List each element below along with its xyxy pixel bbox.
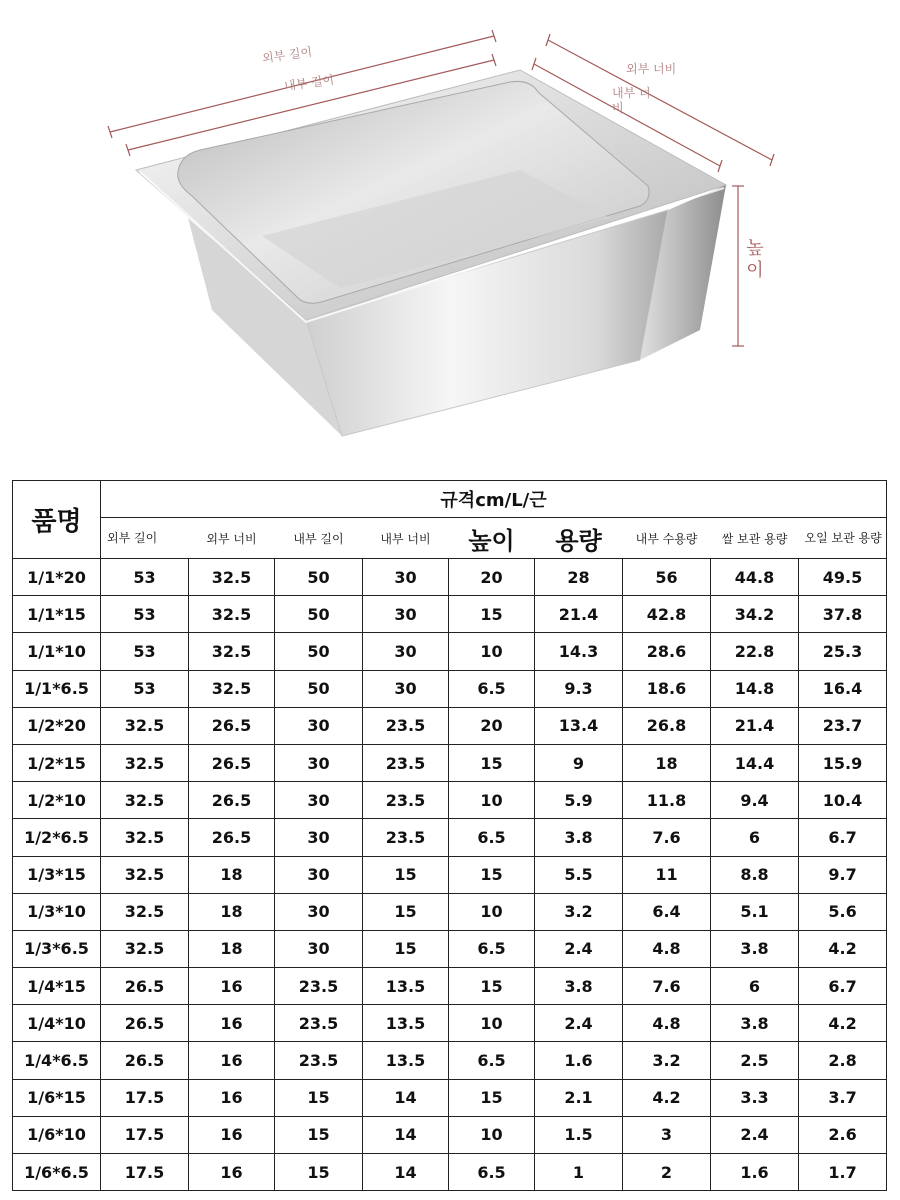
column-header: 내부 길이 — [275, 518, 363, 559]
table-header-row — [13, 481, 887, 518]
product-name-cell: 1/3*6.5 — [13, 930, 101, 967]
spec-value-cell: 32.5 — [101, 707, 189, 744]
inner-length-label: 내부 길이 — [283, 72, 335, 94]
spec-value-cell: 30 — [363, 596, 449, 633]
spec-value-cell: 10 — [449, 1005, 535, 1042]
spec-value-cell: 42.8 — [623, 596, 711, 633]
product-name-cell: 1/2*6.5 — [13, 819, 101, 856]
product-name-cell: 1/1*6.5 — [13, 670, 101, 707]
spec-value-cell: 6.7 — [799, 819, 887, 856]
spec-value-cell: 32.5 — [101, 930, 189, 967]
product-name-cell: 1/2*15 — [13, 744, 101, 781]
spec-value-cell: 3.3 — [711, 1079, 799, 1116]
spec-value-cell: 18 — [623, 744, 711, 781]
spec-value-cell: 3.2 — [623, 1042, 711, 1079]
column-header: 외부 길이 — [101, 518, 189, 559]
spec-value-cell: 30 — [363, 633, 449, 670]
spec-value-cell: 11.8 — [623, 782, 711, 819]
spec-value-cell: 1.7 — [799, 1154, 887, 1191]
spec-value-cell: 10.4 — [799, 782, 887, 819]
spec-value-cell: 5.9 — [535, 782, 623, 819]
spec-value-cell: 17.5 — [101, 1079, 189, 1116]
spec-value-cell: 26.5 — [101, 1005, 189, 1042]
outer-width-label: 외부 너비 — [626, 62, 677, 76]
spec-value-cell: 6.5 — [449, 1042, 535, 1079]
spec-value-cell: 3 — [623, 1116, 711, 1153]
column-header: 오일 보관 용량 — [799, 518, 887, 559]
product-name-header: 품명 — [13, 481, 101, 559]
spec-value-cell: 4.2 — [623, 1079, 711, 1116]
column-header: 내부 수용량 — [623, 518, 711, 559]
spec-value-cell: 15 — [275, 1154, 363, 1191]
spec-value-cell: 6.7 — [799, 968, 887, 1005]
spec-value-cell: 20 — [449, 707, 535, 744]
spec-value-cell: 49.5 — [799, 559, 887, 596]
table-row — [13, 856, 887, 893]
spec-value-cell: 2.1 — [535, 1079, 623, 1116]
table-row — [13, 707, 887, 744]
spec-value-cell: 1.5 — [535, 1116, 623, 1153]
spec-value-cell: 2.4 — [535, 930, 623, 967]
spec-value-cell: 28 — [535, 559, 623, 596]
spec-value-cell: 15 — [449, 596, 535, 633]
spec-value-cell: 2.5 — [711, 1042, 799, 1079]
spec-value-cell: 32.5 — [189, 633, 275, 670]
spec-value-cell: 32.5 — [189, 559, 275, 596]
spec-value-cell: 3.7 — [799, 1079, 887, 1116]
product-name-cell: 1/3*10 — [13, 893, 101, 930]
spec-value-cell: 16 — [189, 1005, 275, 1042]
spec-value-cell: 6 — [711, 819, 799, 856]
spec-value-cell: 44.8 — [711, 559, 799, 596]
spec-value-cell: 15.9 — [799, 744, 887, 781]
spec-value-cell: 8.8 — [711, 856, 799, 893]
spec-value-cell: 26.5 — [189, 819, 275, 856]
spec-value-cell: 32.5 — [189, 670, 275, 707]
spec-value-cell: 7.6 — [623, 968, 711, 1005]
spec-value-cell: 26.8 — [623, 707, 711, 744]
spec-value-cell: 4.2 — [799, 1005, 887, 1042]
spec-value-cell: 30 — [275, 744, 363, 781]
spec-value-cell: 50 — [275, 596, 363, 633]
spec-value-cell: 10 — [449, 633, 535, 670]
spec-value-cell: 23.5 — [363, 707, 449, 744]
spec-value-cell: 30 — [363, 670, 449, 707]
spec-value-cell: 23.5 — [275, 968, 363, 1005]
table-row — [13, 596, 887, 633]
spec-value-cell: 6.5 — [449, 930, 535, 967]
spec-value-cell: 5.6 — [799, 893, 887, 930]
table-body — [13, 559, 887, 1191]
spec-value-cell: 6 — [711, 968, 799, 1005]
inner-width-label: 내부 너비 — [612, 86, 651, 115]
product-name-cell: 1/4*6.5 — [13, 1042, 101, 1079]
spec-value-cell: 26.5 — [101, 1042, 189, 1079]
spec-value-cell: 32.5 — [101, 782, 189, 819]
product-name-cell: 1/4*15 — [13, 968, 101, 1005]
spec-value-cell: 26.5 — [189, 744, 275, 781]
spec-value-cell: 13.5 — [363, 1042, 449, 1079]
spec-value-cell: 23.5 — [275, 1042, 363, 1079]
spec-value-cell: 14.3 — [535, 633, 623, 670]
spec-value-cell: 23.5 — [275, 1005, 363, 1042]
spec-value-cell: 15 — [363, 856, 449, 893]
spec-value-cell: 17.5 — [101, 1154, 189, 1191]
spec-value-cell: 18 — [189, 893, 275, 930]
column-header: 높이 — [449, 518, 535, 559]
spec-value-cell: 30 — [363, 559, 449, 596]
spec-value-cell: 30 — [275, 856, 363, 893]
product-name-cell: 1/1*10 — [13, 633, 101, 670]
table-row — [13, 1116, 887, 1153]
spec-group-header: 규격cm/L/근 — [101, 481, 887, 518]
spec-value-cell: 16 — [189, 1154, 275, 1191]
table-row — [13, 1042, 887, 1079]
spec-value-cell: 23.5 — [363, 744, 449, 781]
spec-value-cell: 53 — [101, 559, 189, 596]
spec-value-cell: 17.5 — [101, 1116, 189, 1153]
spec-value-cell: 16 — [189, 1079, 275, 1116]
spec-value-cell: 5.5 — [535, 856, 623, 893]
spec-value-cell: 6.5 — [449, 1154, 535, 1191]
spec-value-cell: 5.1 — [711, 893, 799, 930]
spec-value-cell: 32.5 — [101, 856, 189, 893]
spec-table — [12, 480, 887, 1191]
spec-value-cell: 30 — [275, 930, 363, 967]
column-header-row — [13, 518, 887, 559]
spec-value-cell: 26.5 — [101, 968, 189, 1005]
product-name-cell: 1/1*20 — [13, 559, 101, 596]
spec-value-cell: 15 — [275, 1116, 363, 1153]
spec-value-cell: 6.4 — [623, 893, 711, 930]
spec-value-cell: 3.8 — [535, 968, 623, 1005]
spec-value-cell: 16 — [189, 1116, 275, 1153]
column-header: 용량 — [535, 518, 623, 559]
product-name-cell: 1/1*15 — [13, 596, 101, 633]
spec-value-cell: 50 — [275, 633, 363, 670]
table-row — [13, 559, 887, 596]
spec-value-cell: 53 — [101, 596, 189, 633]
spec-value-cell: 30 — [275, 782, 363, 819]
spec-value-cell: 2.4 — [711, 1116, 799, 1153]
spec-value-cell: 50 — [275, 559, 363, 596]
spec-value-cell: 32.5 — [189, 596, 275, 633]
spec-value-cell: 34.2 — [711, 596, 799, 633]
spec-value-cell: 14 — [363, 1116, 449, 1153]
spec-value-cell: 7.6 — [623, 819, 711, 856]
outer-length-label: 외부 길이 — [261, 44, 313, 66]
spec-value-cell: 50 — [275, 670, 363, 707]
spec-value-cell: 23.7 — [799, 707, 887, 744]
table-row — [13, 1154, 887, 1191]
table-row — [13, 893, 887, 930]
spec-value-cell: 21.4 — [711, 707, 799, 744]
spec-value-cell: 23.5 — [363, 782, 449, 819]
spec-value-cell: 30 — [275, 893, 363, 930]
spec-value-cell: 37.8 — [799, 596, 887, 633]
spec-value-cell: 10 — [449, 893, 535, 930]
spec-value-cell: 9.4 — [711, 782, 799, 819]
spec-value-cell: 15 — [449, 968, 535, 1005]
spec-value-cell: 15 — [449, 856, 535, 893]
gastronorm-pan-image — [0, 0, 900, 460]
spec-value-cell: 14.4 — [711, 744, 799, 781]
spec-value-cell: 2 — [623, 1154, 711, 1191]
spec-value-cell: 53 — [101, 670, 189, 707]
table-row — [13, 670, 887, 707]
spec-value-cell: 15 — [275, 1079, 363, 1116]
spec-value-cell: 15 — [363, 930, 449, 967]
spec-value-cell: 16 — [189, 968, 275, 1005]
spec-value-cell: 10 — [449, 1116, 535, 1153]
spec-value-cell: 3.8 — [711, 1005, 799, 1042]
spec-value-cell: 9.3 — [535, 670, 623, 707]
spec-value-cell: 3.8 — [535, 819, 623, 856]
spec-value-cell: 56 — [623, 559, 711, 596]
spec-value-cell: 13.5 — [363, 1005, 449, 1042]
spec-value-cell: 11 — [623, 856, 711, 893]
spec-value-cell: 4.8 — [623, 1005, 711, 1042]
spec-value-cell: 18 — [189, 930, 275, 967]
spec-value-cell: 18.6 — [623, 670, 711, 707]
table-row — [13, 782, 887, 819]
table-row — [13, 744, 887, 781]
spec-value-cell: 14.8 — [711, 670, 799, 707]
spec-value-cell: 16.4 — [799, 670, 887, 707]
spec-value-cell: 4.8 — [623, 930, 711, 967]
column-header: 쌀 보관 용량 — [711, 518, 799, 559]
height-label: 높이 — [746, 238, 764, 281]
spec-value-cell: 53 — [101, 633, 189, 670]
spec-value-cell: 4.2 — [799, 930, 887, 967]
spec-value-cell: 21.4 — [535, 596, 623, 633]
spec-value-cell: 22.8 — [711, 633, 799, 670]
spec-value-cell: 2.6 — [799, 1116, 887, 1153]
spec-value-cell: 25.3 — [799, 633, 887, 670]
spec-value-cell: 32.5 — [101, 893, 189, 930]
spec-value-cell: 26.5 — [189, 782, 275, 819]
product-name-cell: 1/2*20 — [13, 707, 101, 744]
spec-value-cell: 28.6 — [623, 633, 711, 670]
spec-value-cell: 6.5 — [449, 670, 535, 707]
product-name-cell: 1/6*10 — [13, 1116, 101, 1153]
spec-value-cell: 1 — [535, 1154, 623, 1191]
product-name-cell: 1/6*15 — [13, 1079, 101, 1116]
spec-value-cell: 23.5 — [363, 819, 449, 856]
spec-value-cell: 9.7 — [799, 856, 887, 893]
table-row — [13, 968, 887, 1005]
spec-value-cell: 30 — [275, 707, 363, 744]
spec-value-cell: 1.6 — [535, 1042, 623, 1079]
table-row — [13, 633, 887, 670]
spec-value-cell: 2.4 — [535, 1005, 623, 1042]
spec-value-cell: 15 — [449, 1079, 535, 1116]
spec-value-cell: 3.8 — [711, 930, 799, 967]
spec-value-cell: 18 — [189, 856, 275, 893]
table-row — [13, 1005, 887, 1042]
spec-value-cell: 26.5 — [189, 707, 275, 744]
product-name-cell: 1/4*10 — [13, 1005, 101, 1042]
spec-value-cell: 1.6 — [711, 1154, 799, 1191]
product-name-cell: 1/2*10 — [13, 782, 101, 819]
spec-value-cell: 3.2 — [535, 893, 623, 930]
spec-value-cell: 32.5 — [101, 744, 189, 781]
table-row — [13, 1079, 887, 1116]
product-name-cell: 1/3*15 — [13, 856, 101, 893]
table-row — [13, 930, 887, 967]
spec-value-cell: 30 — [275, 819, 363, 856]
spec-value-cell: 2.8 — [799, 1042, 887, 1079]
column-header: 내부 너비 — [363, 518, 449, 559]
product-name-cell: 1/6*6.5 — [13, 1154, 101, 1191]
spec-value-cell: 13.5 — [363, 968, 449, 1005]
spec-value-cell: 14 — [363, 1154, 449, 1191]
product-illustration — [0, 0, 900, 460]
spec-value-cell: 20 — [449, 559, 535, 596]
column-header: 외부 너비 — [189, 518, 275, 559]
spec-value-cell: 9 — [535, 744, 623, 781]
spec-value-cell: 10 — [449, 782, 535, 819]
spec-value-cell: 32.5 — [101, 819, 189, 856]
spec-value-cell: 6.5 — [449, 819, 535, 856]
spec-value-cell: 14 — [363, 1079, 449, 1116]
spec-value-cell: 16 — [189, 1042, 275, 1079]
spec-value-cell: 15 — [363, 893, 449, 930]
spec-value-cell: 15 — [449, 744, 535, 781]
table-row — [13, 819, 887, 856]
spec-value-cell: 13.4 — [535, 707, 623, 744]
